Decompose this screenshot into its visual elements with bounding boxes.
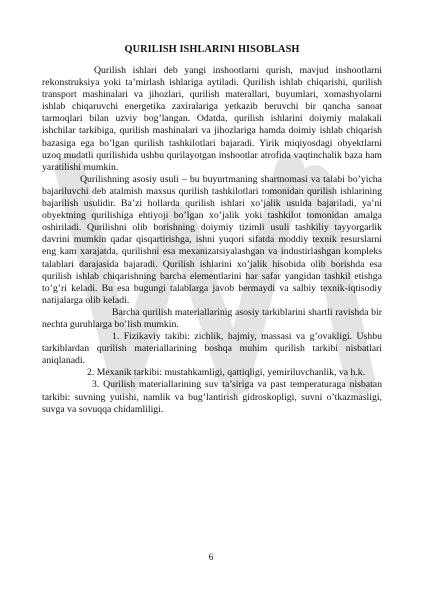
paragraph-1: Qurilish ishlari deb yangi inshootlarni qurish, mavjud inshootlarni rekonstruksiya yoki ta’mirlash ishlariga aytiladi. Qurilish ishlab chiqarishi, qurilish transport mashinalari va jihozlari, qurilish materallari, buyumlari, xomashyolarni ishlab chiqaruvchi energetika zaxiralariga yetkazib beruvchi bir qancha sanoat tarmoqlari bilan uzviy bog’langan. Odatda, qurilish ishlarini doiymiy malakali ishchilar tarkibiga, qurilish mashinalari va jihozlariga hamda doimiy ishlab chiqarish bazasiga ega bo’lgan qurilish tashkilotlari bajaradi. Yirik miqiyosdagi obyektlarni uzoq mudatli qurilishida ushbu qurilayotgan inshootlar atrofida vaqtinchalik baza ham yaratilishi mumkin. (42, 65, 382, 173)
paragraph-3: Barcha qurilish materiallarinig asosiy tarkiblarini shartli ravishda bir nechta guruhlarga bo’lish mumkin. (42, 306, 382, 330)
list-item-3: 3. Qurilish materiallarining suv ta’siriga va past temperaturaga nisbatan tarkibi: suvning yutishi, namlik va bug’lantirish gidroskopligi, suvni o’tkazmasligi, suvga va sovuqqa chidamliligi. (42, 379, 382, 415)
page-number: 6 (208, 553, 214, 563)
list-item-1: 1. Fizikaviy takibi: zichlik, hajmiy, massasi va g’ovakligi. Ushbu tarkiblardan qurilish materiallarining boshqa muhim qurilish tarkibi nisbatlari aniqlanadi. (42, 331, 382, 367)
list-item-2: 2. Mexanik tarkibi: mustahkamligi, qattiqligi, yemiriluvchanlik, va h.k. (87, 367, 366, 379)
document-title: QURILISH ISHLARINI HISOBLASH (124, 44, 300, 55)
paragraph-2: Qurilishning asosiy usuli – bu buyurtmaning shartnomasi va talabi bo’yicha bajariluvchi deb atalmish maxsus qurilish tashkilotlari tomonidan qurilish ishlarining bajarilish usulidir. Ba’zi hollarda qurilish ishlari xo’jalik usulda bajariladi, ya’ni obyektning qurilishiga ehtiyoji bo’lgan xo’jalik yoki tashkilot tomonidan amalga oshiriladi. Qurilishni olib borishning doiymiy tizimli usuli tashkiliy tayyorgarlik davrini mumkin qadar qisqartirishga, ishni yuqori sifatda moddiy texnik resurslarni eng kam xarajatda, qurilishni esa mexanizatsiyalashgan va industirlashgan kompleks talablari darajasida bajaradi. Qurilish ishlarini xo’jalik hisobida olib borishda esa qurilish ishlab chiqarishning barcha elementlarini har safar yangidan tashkil etishga to’g’ri keladi. Bu esa bugungi talablarga javob bermaydi va salbiy texnik-iqtisodiy natijalarga olib keladi. (42, 173, 382, 306)
